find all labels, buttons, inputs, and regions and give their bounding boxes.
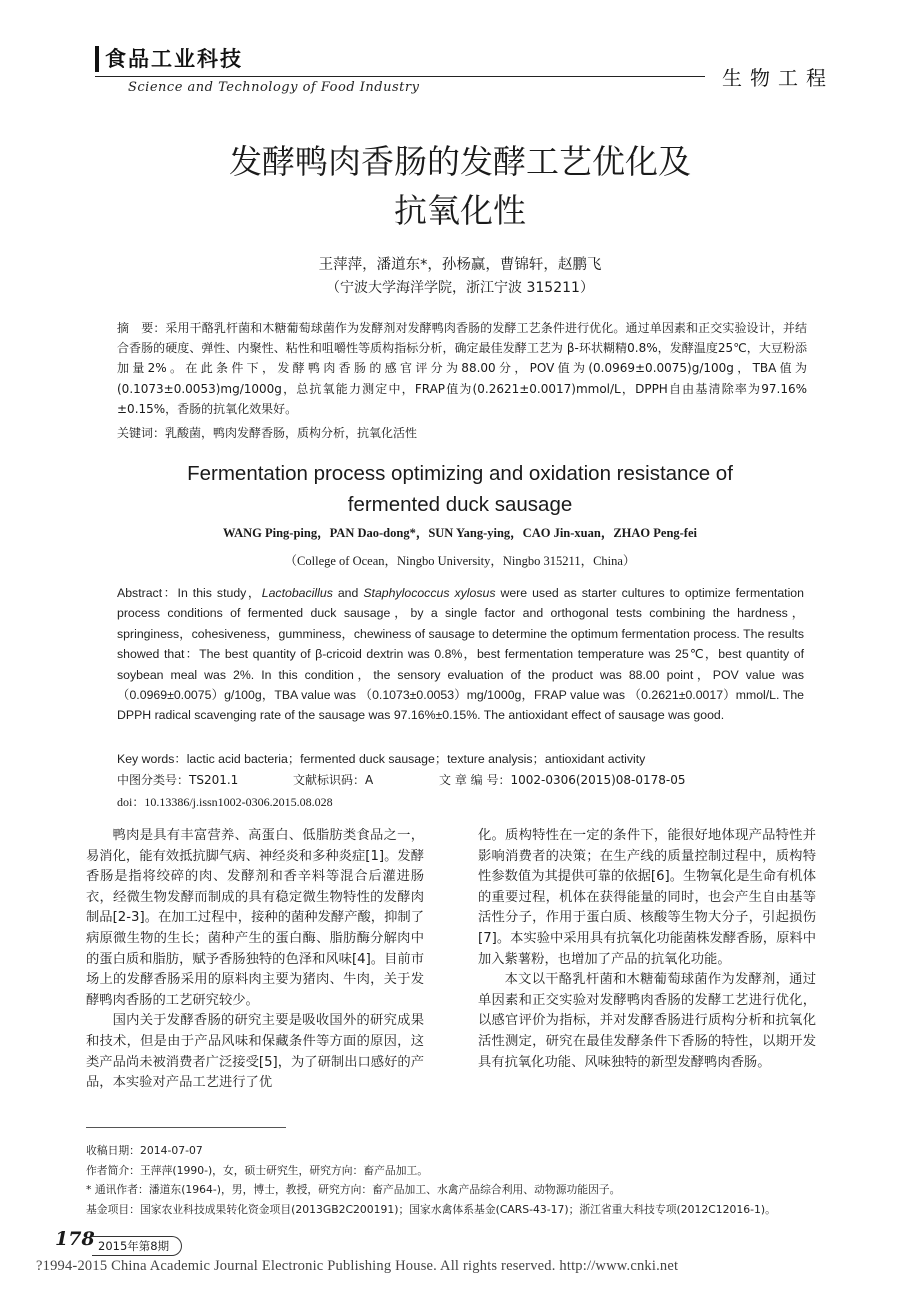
section-tag: 生物工程 bbox=[722, 66, 834, 90]
footnotes bbox=[86, 1142, 846, 1220]
title-en-line-2: fermented duck sausage bbox=[347, 493, 573, 516]
page-number: 178 bbox=[55, 1228, 95, 1250]
abstract-en bbox=[117, 583, 804, 726]
document-code: 文献标识码：A bbox=[293, 773, 374, 787]
title-en-line-1: Fermentation process optimizing and oxidation resistance of bbox=[187, 462, 733, 485]
footnote-funding: 基金项目：国家农业科技成果转化资金项目(2013GB2C200191)；国家水禽体系基金(CARS-43-17)；浙江省重大科技专项(2012C12016-1)。 bbox=[86, 1202, 776, 1216]
body-paragraph: 国内关于发酵香肠的研究主要是吸收国外的研究成果和技术，但是由于产品风味和保藏条件等方面的原因，这类产品尚未被消费者广泛接受[5]，为了研制出口感好的产品，本实验对产品工艺进行了优 bbox=[86, 1013, 424, 1091]
title-en bbox=[0, 458, 920, 520]
affiliation-cn: （宁波大学海洋学院，浙江宁波 315211） bbox=[326, 280, 594, 296]
title-cn-line-1: 发酵鸭肉香肠的发酵工艺优化及 bbox=[229, 142, 691, 181]
clc-number: 中图分类号：TS201.1 bbox=[117, 773, 239, 787]
keywords-cn: 关键词：乳酸菌，鸭肉发酵香肠，质构分析，抗氧化活性 bbox=[117, 426, 418, 440]
journal-english-name: Science and Technology of Food Industry bbox=[128, 80, 420, 95]
classification-line bbox=[117, 771, 686, 788]
footnote-received: 收稿日期：2014-07-07 bbox=[86, 1144, 203, 1157]
title-cn-line-2: 抗氧化性 bbox=[394, 191, 526, 230]
authors-cn: 王萍萍，潘道东*，孙杨赢，曹锦轩，赵鹏飞 bbox=[318, 257, 602, 273]
keywords-en: Key words：lactic acid bacteria；fermented duck sausage；texture analysis；antioxidant activity bbox=[117, 752, 646, 766]
journal-logo: 食品工业科技 bbox=[95, 46, 243, 72]
copyright-line: ?1994-2015 China Academic Journal Electronic Publishing House. All rights reserved. http://www.cnki.net bbox=[36, 1258, 679, 1274]
abstract-cn: 摘 要：采用干酪乳杆菌和木糖葡萄球菌作为发酵剂对发酵鸭肉香肠的发酵工艺条件进行优化。通过单因素和正交实验设计，并结合香肠的硬度、弹性、内聚性、粘性和咀嚼性等质构指标分析，确定最佳发酵工艺为 β-环状糊精0.8%，发酵温度25℃，大豆粉添加量2%。在此条件下，发酵鸭肉香肠的感官评分为88.00分，POV值为(0.0969±0.0075)g/100g，TBA值为(0.1073±0.0053)mg/1000g，总抗氧能力测定中，FRAP值为(0.2621±0.0017)mmol/L，DPPH自由基清除率为97.16%±0.15%，香肠的抗氧化效果好。 bbox=[117, 321, 807, 416]
footnote-author: 作者简介：王萍萍(1990-)，女，硕士研究生，研究方向：畜产品加工。 bbox=[86, 1163, 429, 1177]
footnote-corresponding: * 通讯作者：潘道东(1964-)，男，博士，教授，研究方向：畜产品加工、水禽产品综合利用、动物源功能因子。 bbox=[86, 1183, 621, 1196]
body-paragraph: 本文以干酪乳杆菌和木糖葡萄球菌作为发酵剂，通过单因素和正交实验对发酵鸭肉香肠的发酵工艺进行优化，以感官评价为指标，并对发酵香肠进行质构分析和抗氧化活性测定，研究在最佳发酵条件下香肠的特性，以期开发具有抗氧化功能、风味独特的新型发酵鸭肉香肠。 bbox=[478, 972, 816, 1070]
issue-label: 2015年第8期 bbox=[92, 1236, 182, 1256]
header-rule bbox=[95, 76, 705, 77]
body-paragraph: 鸭肉是具有丰富营养、高蛋白、低脂肪类食品之一，易消化，能有效抵抗脚气病、神经炎和多种炎症[1]。发酵香肠是指将绞碎的肉、发酵剂和香辛料等混合后灌进肠衣，经微生物发酵而制成的具有稳定微生物特性的发酵肉制品[2-3]。在加工过程中，接种的菌种发酵产酸，抑制了病原微生物的生长；菌种产生的蛋白酶、脂肪酶分解肉中的蛋白质和脂肪，赋予香肠独特的色泽和风味[4]。目前市场上的发酵香肠采用的原料肉主要为猪肉、牛肉，关于发酵鸭肉香肠的工艺研究较少。 bbox=[86, 828, 424, 1008]
abstract-en-conjunction: and bbox=[332, 586, 364, 600]
body-column-right bbox=[478, 826, 816, 1073]
body-column-left bbox=[86, 826, 424, 1094]
abstract-en-body: were used as starter cultures to optimize fermentation process conditions of fermented duck sausage，by a single factor and orthogonal tests combining the hardness，springiness，cohesiveness，gumminess，chewiness of sausage to determine the optimum fermentation process. The results showed that：The best quantity of β-cricoid dextrin was 0.8%，best fermentation temperature was 25℃，best quantity of soybean meal was 2%. In this condition，the sensory evaluation of the product was 88.00 point，POV value was （0.0969±0.0075）g/100g，TBA value was （0.1073±0.0053）mg/1000g，FRAP value was （0.2621±0.0017）mmol/L. The DPPH radical scavenging rate of the sausage was 97.16%±0.15%. The antioxidant effect of sausage was good. bbox=[117, 586, 804, 723]
abstract-en-species-staphylococcus: Staphylococcus xylosus bbox=[363, 586, 496, 600]
affiliation-en: （College of Ocean，Ningbo University，Ningbo 315211，China） bbox=[284, 554, 636, 568]
doi: doi：10.13386/j.issn1002-0306.2015.08.028 bbox=[117, 795, 333, 809]
abstract-en-genus-lactobacillus: Lactobacillus bbox=[261, 586, 333, 600]
abstract-en-label: Abstract： bbox=[117, 586, 178, 600]
article-number: 文 章 编 号：1002-0306(2015)08-0178-05 bbox=[439, 773, 686, 787]
authors-en: WANG Ping-ping，PAN Dao-dong*，SUN Yang-ying，CAO Jin-xuan，ZHAO Peng-fei bbox=[222, 526, 697, 540]
body-paragraph: 化。质构特性在一定的条件下，能很好地体现产品特性并影响消费者的决策；在生产线的质量控制过程中，质构特性参数值为其提供可靠的依据[6]。生物氧化是生命有机体的重要过程，机体在获得能量的同时，也会产生自由基等活性分子，作用于蛋白质、核酸等生物大分子，引起损伤[7]。本实验中采用具有抗氧化功能菌株发酵香肠，原料中加入紫薯粉，也增加了产品的抗氧化功能。 bbox=[478, 828, 816, 967]
footnote-rule bbox=[86, 1127, 286, 1128]
abstract-en-intro: In this study， bbox=[177, 586, 262, 600]
